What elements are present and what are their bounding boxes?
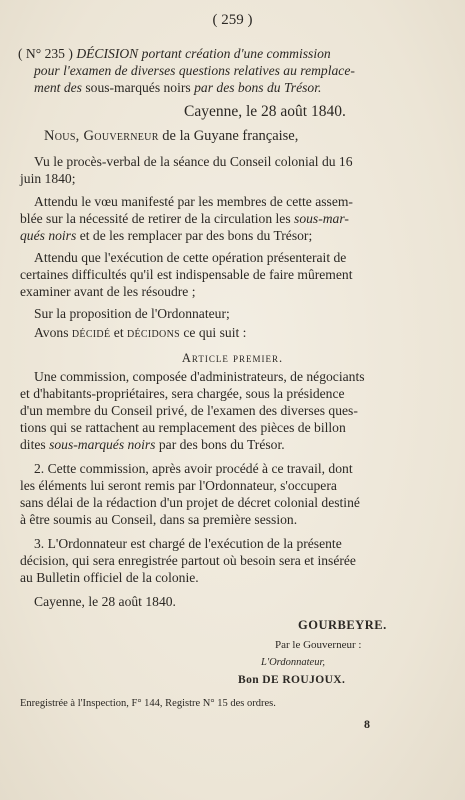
attendu-2-line-3: examiner avant de les résoudre ; — [20, 284, 196, 299]
article-1-line-4: tions qui se rattachent au remplacement des pièces de billon — [20, 420, 346, 435]
decision-title-rest: portant création d'une commission — [141, 46, 331, 61]
printer-signature-mark: 8 — [364, 717, 370, 731]
closing-date: Cayenne, le 28 août 1840. — [34, 594, 176, 609]
article-2-line-4: à être soumis au Conseil, dans sa première session. — [20, 512, 298, 527]
place-date: Cayenne, le 28 août 1840. — [184, 103, 346, 120]
article-1-line-5: dites sous-marqués noirs par des bons du Trésor. — [20, 437, 285, 452]
article-3-line-3: au Bulletin officiel de la colonie. — [20, 570, 199, 585]
sur-la-proposition: Sur la proposition de l'Ordonnateur; — [34, 306, 230, 321]
intro-line: Nous, Gouverneur de la Guyane française, — [44, 128, 299, 144]
decision-number: ( N° 235 ) — [18, 46, 73, 61]
decision-heading-line-1 — [18, 46, 331, 62]
article-3-line-1: 3. L'Ordonnateur est chargé de l'exécution de la présente — [34, 536, 342, 551]
registration-note: Enregistrée à l'Inspection, F° 144, Registre N° 15 des ordres. — [20, 698, 276, 709]
signature-governor: GOURBEYRE. — [298, 618, 387, 632]
page-number: ( 259 ) — [212, 12, 253, 28]
vu-line-1: Vu le procès-verbal de la séance du Conseil colonial du 16 — [34, 154, 353, 169]
signature-ordonnateur: L'Ordonnateur, — [261, 657, 325, 668]
article-3-line-2: décision, qui sera enregistrée partout où besoin sera et insérée — [20, 553, 356, 568]
signature-par-le-gouverneur: Par le Gouverneur : — [275, 639, 362, 651]
attendu-1-line-2: blée sur la nécessité de retirer de la circulation les sous-mar- — [20, 211, 349, 226]
article-2-line-2: les éléments lui seront remis par l'Ordonnateur, s'occupera — [20, 478, 337, 493]
article-2-line-1: 2. Cette commission, après avoir procédé à ce travail, dont — [34, 461, 353, 476]
attendu-1-line-1: Attendu le vœu manifesté par les membres de cette assem- — [34, 194, 353, 209]
avons-line: Avons décidé et décidons ce qui suit : — [34, 325, 247, 340]
article-1-line-3: d'un membre du Conseil privé, de l'examen des diverses ques- — [20, 403, 358, 418]
article-1-line-2: et d'habitants-propriétaires, sera chargée, sous la présidence — [20, 386, 345, 401]
article-1-line-1: Une commission, composée d'administrateurs, de négociants — [34, 369, 365, 384]
article-title: Article premier. — [181, 351, 284, 365]
decision-heading-line-2: pour l'examen de diverses questions relatives au remplace- — [34, 63, 355, 78]
vu-line-2: juin 1840; — [20, 171, 76, 186]
decision-word: DÉCISION — [76, 46, 139, 61]
attendu-1-line-3: qués noirs et de les remplacer par des bons du Trésor; — [20, 228, 313, 243]
signature-baron: Bon DE ROUJOUX. — [238, 674, 346, 686]
attendu-2-line-1: Attendu que l'exécution de cette opération présenterait de — [34, 250, 347, 265]
article-2-line-3: sans délai de la rédaction d'un projet de décret colonial destiné — [20, 495, 360, 510]
attendu-2-line-2: certaines difficultés qu'il est indispensable de faire mûrement — [20, 267, 353, 282]
decision-heading-line-3: ment des sous-marqués noirs par des bons du Trésor. — [34, 80, 322, 95]
